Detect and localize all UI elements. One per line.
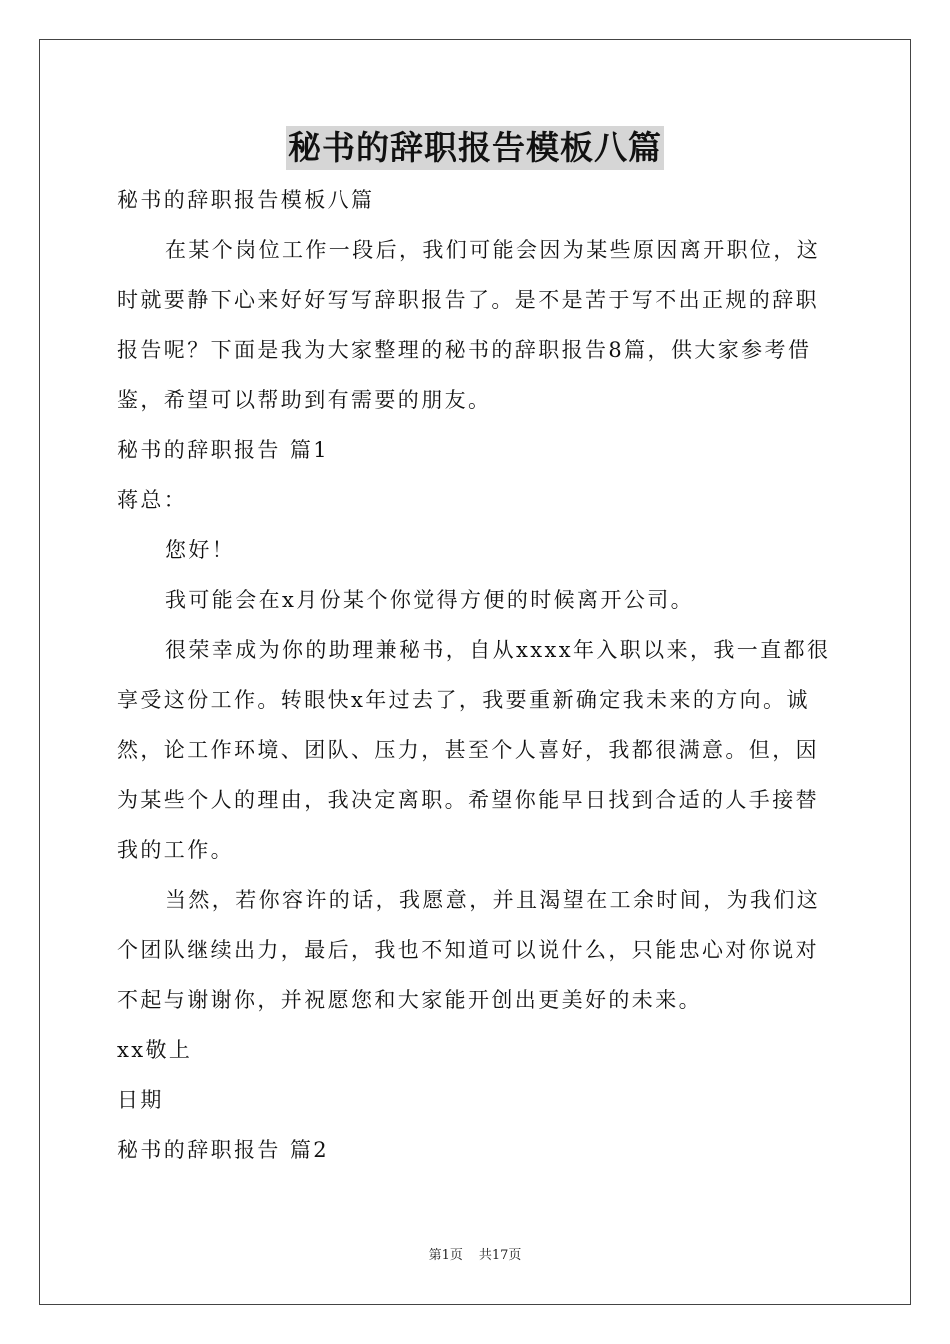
section-heading-1: 秘书的辞职报告 篇1 [117,438,330,462]
paragraph-closing: 当然，若你容许的话，我愿意，并且渴望在工余时间，为我们这个团队继续出力，最后，我也不知道可以说什么，只能忠心对你说对不起与谢谢你，并祝愿您和大家能开创出更美好的未来。 [117,888,821,1012]
signature: xx敬上 [117,1038,193,1062]
paragraph-leave-notice: 我可能会在x月份某个你觉得方便的时候离开公司。 [165,588,695,612]
greeting: 您好！ [165,538,236,562]
paragraph-intro: 在某个岗位工作一段后，我们可能会因为某些原因离开职位，这时就要静下心来好好写写辞职报告了。是不是苦于写不出正规的辞职报告呢？下面是我为大家整理的秘书的辞职报告8篇，供大家参考借鉴，希望可以帮助到有需要的朋友。 [117,238,821,412]
section-heading-2: 秘书的辞职报告 篇2 [117,1138,330,1162]
date-line: 日期 [117,1088,164,1112]
document-title [0,126,950,170]
paragraph-subtitle: 秘书的辞职报告模板八篇 [117,188,375,212]
page-number: 第1页 [428,1248,463,1263]
document-body [117,175,835,1175]
salutation: 蒋总： [117,488,188,512]
paragraph-reason: 很荣幸成为你的助理兼秘书，自从xxxx年入职以来，我一直都很享受这份工作。转眼快x年过去了，我要重新确定我未来的方向。诚然，论工作环境、团队、压力，甚至个人喜好，我都很满意。但，因为某些个人的理由，我决定离职。希望你能早日找到合适的人手接替我的工作。 [117,638,831,862]
document-title-text: 秘书的辞职报告模板八篇 [286,126,664,170]
page-total: 共17页 [478,1248,522,1263]
page-footer [0,1247,950,1265]
